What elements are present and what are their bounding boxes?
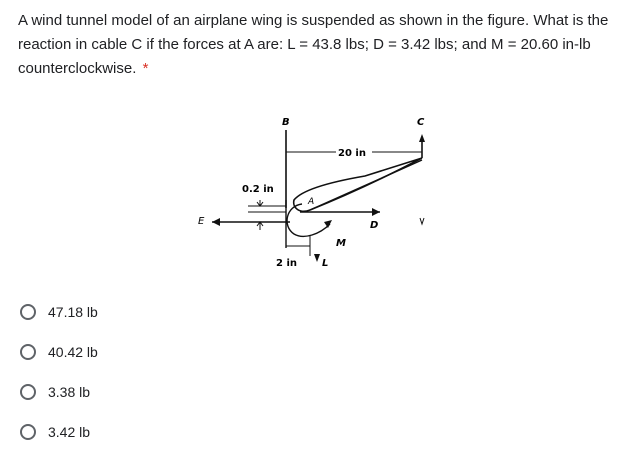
label-20in: 20 in [338, 148, 366, 159]
option-label: 3.42 lb [48, 424, 91, 440]
dim-02-arrow-down [257, 200, 263, 206]
radio-button[interactable] [20, 424, 36, 440]
wing-suspension-figure [190, 108, 440, 278]
moment-arrow-head [324, 220, 332, 228]
label-m: M [336, 238, 346, 249]
radio-button[interactable] [20, 304, 36, 320]
drag-arrow-head [372, 208, 380, 216]
option-3[interactable] [18, 372, 98, 412]
label-02in: 0.2 in [242, 184, 274, 195]
radio-button[interactable] [20, 344, 36, 360]
label-e: E [198, 216, 205, 227]
dim-02-arrow-up [257, 222, 263, 230]
label-c: C [417, 117, 425, 128]
label-d: D [370, 220, 379, 231]
arrow-e [212, 218, 220, 226]
moment-arc [287, 204, 330, 236]
lift-arrow [314, 254, 320, 262]
option-4[interactable] [18, 412, 98, 452]
label-2in: 2 in [276, 258, 297, 269]
label-b: B [282, 117, 290, 128]
option-label: 40.42 lb [48, 344, 98, 360]
option-2[interactable] [18, 332, 98, 372]
label-l: L [322, 258, 329, 269]
answer-options [18, 292, 98, 452]
radio-button[interactable] [20, 384, 36, 400]
question-text-block [18, 9, 614, 81]
cable-c-arrow [419, 134, 425, 142]
option-label: 47.18 lb [48, 304, 98, 320]
label-a: A [308, 197, 315, 207]
required-marker: * [142, 60, 149, 77]
option-label: 3.38 lb [48, 384, 91, 400]
option-1[interactable] [18, 292, 98, 332]
question-text: A wind tunnel model of an airplane wing is suspended as shown in the figure. What is the reaction in cable C if the forces at A are: L = 43.8 lbs; D = 3.42 lbs; and M = 20.60 in-lb counterclockwise. [18, 12, 609, 77]
c-tick-mark [420, 218, 424, 224]
